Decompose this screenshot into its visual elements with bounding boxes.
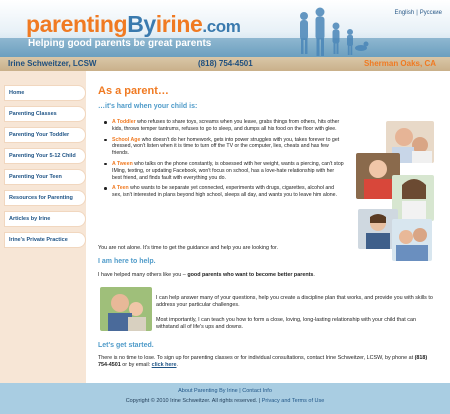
here-heading: I am here to help. <box>98 258 156 265</box>
sidebar-item-articles[interactable]: Articles by Irine <box>4 211 86 227</box>
page-subtitle: …it's hard when your child is: <box>98 103 198 110</box>
phone-number: (818) 754-4501 <box>198 59 253 68</box>
main-content <box>86 71 450 383</box>
site-tagline: Helping good parents be great parents <box>28 38 212 49</box>
contact-link[interactable]: Contact Info <box>242 388 272 394</box>
sidebar-item-teen[interactable]: Parenting Your Teen <box>4 169 86 185</box>
lang-russian-link[interactable]: Русские <box>419 10 442 16</box>
sidebar-item-parenting-classes[interactable]: Parenting Classes <box>4 106 86 122</box>
sidebar-item-private-practice[interactable]: Irine's Private Practice <box>4 232 86 248</box>
sidebar-item-toddler[interactable]: Parenting Your Toddler <box>4 127 86 143</box>
family-silhouette-icon <box>290 4 370 56</box>
parent-child-photo <box>100 287 152 331</box>
started-text: There is no time to lose. To sign up for parenting classes or for individual consultations, contact Irine Schweitzer, LCSW, by phone at (818) 754-4501 or by email: click here. <box>98 355 428 368</box>
teen-group-photo <box>392 219 432 261</box>
most-text: Most importantly, I can teach you how to form a close, loving, long-lasting relationship with your child that can withstand all of life's ups and downs. <box>156 317 416 330</box>
site-footer <box>0 383 450 414</box>
privacy-link[interactable]: Privacy and Terms of Use <box>261 398 325 404</box>
location: Sherman Oaks, CA <box>363 59 436 68</box>
list-item: School Age who doesn't do her homework, gets into power struggles with you, takes forever to get dressed, won't listen when it is time to turn off the TV or the computer, lies, cheats and has few friends. <box>104 137 344 157</box>
tween-photo <box>392 175 434 221</box>
contact-bar <box>0 57 450 71</box>
footer-legal: Copyright © 2010 Irine Schweitzer. All rights reserved. | Privacy and Terms of Use <box>125 398 325 404</box>
started-heading: Let's get started. <box>98 342 154 349</box>
site-logo[interactable]: parentingByirine.com <box>26 11 241 37</box>
footer-links: About Parenting By Irine | Contact Info <box>178 388 272 394</box>
challenge-list <box>104 119 344 203</box>
helped-text: I have helped many others like you – good parents who want to become better parents. <box>98 272 315 278</box>
list-item: A Tween who talks on the phone constantly, is obsessed with her weight, wants a piercing, can't stop IMing, texting, or updating Facebook, won't focus on school, has a love-hate relationship with her best friend, and finds fault with everything you do. <box>104 161 344 181</box>
copyright-text: Copyright © 2010 Irine Schweitzer. All rights reserved. <box>125 398 258 404</box>
sidebar-nav <box>0 71 86 383</box>
sidebar-item-resources[interactable]: Resources for Parenting <box>4 190 86 206</box>
email-link[interactable]: click here <box>151 362 177 368</box>
sidebar-item-home[interactable]: Home <box>4 85 86 101</box>
page-title: As a parent… <box>98 85 169 97</box>
site-header <box>0 0 450 57</box>
lang-english-link[interactable]: English <box>394 10 415 16</box>
list-item: A Toddler who refuses to share toys, screams when you leave, grabs things from others, hits other kids, throws temper tantrums, refuses to go to sleep, and dumps all his food on the floor with glee. <box>104 119 344 133</box>
sidebar-item-5-12-child[interactable]: Parenting Your 5-12 Child <box>4 148 86 164</box>
list-item: A Teen who wants to be separate yet connected, experiments with drugs, cigarettes, alcohol and sex, isn't interested in plans beyond high school, sleeps all day, and wants you to leave him alone. <box>104 185 344 199</box>
language-switcher: English | Русские <box>394 10 442 16</box>
therapist-name: Irine Schweitzer, LCSW <box>8 59 97 68</box>
not-alone-text: You are not alone. It's time to get the guidance and help you are looking for. <box>98 245 279 251</box>
answer-text: I can help answer many of your questions, help you create a discipline plan that works, and provide you with skills to address your particular challenges. <box>156 295 433 308</box>
about-link[interactable]: About Parenting By Irine <box>178 388 238 394</box>
